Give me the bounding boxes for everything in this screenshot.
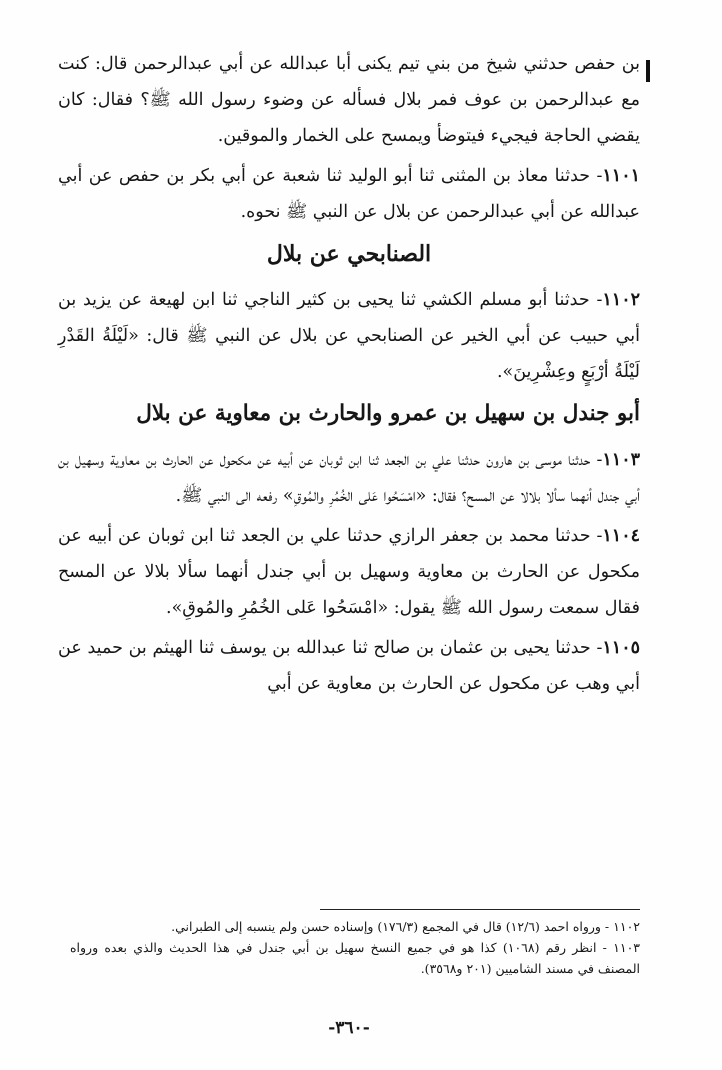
section-heading-abu-jandal: أبو جندل بن سهيل بن عمرو والحارث بن معاوية عن بلال — [136, 401, 640, 426]
footnote-1102: ١١٠٢ - ورواه احمد (١٢/٦) قال في المجمع (١٧٦/٣) وإسناده حسن ولم ينسبه إلى الطبراني. — [171, 919, 640, 934]
hadith-text: - حدثنا محمد بن جعفر الرازي حدثنا علي بن الجعد ثنا ابن ثوبان عن أبيه عن مكحول عن الحارث بن معاوية وسهيل بن أبي جندل أنهما سألا بلالا عن المسح فقال سمعت رسول الله ﷺ يقول: «امْسَحُوا عَلى الخُمُرِ والمُوقِ». — [58, 526, 640, 618]
footnotes — [70, 916, 640, 979]
page-number: -٣٦٠- — [328, 1018, 370, 1038]
paragraph-text: بن حفص حدثني شيخ من بني تيم يكنى أبا عبدالله عن أبي عبدالرحمن قال: كنت مع عبدالرحمن بن عوف فمر بلال فسأله عن وضوء رسول الله ﷺ؟ فقال: كان يقضي الحاجة فيجيء فيتوضأ ويمسح على الخمار والموقين. — [58, 54, 640, 146]
hadith-1103 — [58, 442, 640, 514]
hadith-number: ١١٠٣ — [602, 450, 640, 470]
footnote-1103: ١١٠٣ - انظر رقم (١٠٦٨) كذا هو في جميع النسخ سهيل بن أبي جندل في هذا الحديث والذي بعده ورواه المصنف في مسند الشاميين (٢٠١ و٣٥٦٨). — [70, 940, 640, 976]
hadith-1101 — [58, 158, 640, 230]
hadith-text: - حدثنا معاذ بن المثنى ثنا أبو الوليد ثنا شعبة عن أبي بكر بن حفص عن أبي عبدالله عن أبي عبدالرحمن عن بلال عن النبي ﷺ نحوه. — [58, 166, 640, 222]
hadith-text: - حدثنا أبو مسلم الكشي ثنا يحيى بن كثير الناجي ثنا ابن لهيعة عن يزيد بن أبي حبيب عن أبي الخير عن الصنابحي عن بلال عن النبي ﷺ قال: «لَيْلَةُ القَدْرِ لَيْلَةُ أرْبَعٍ وعِشْرِينَ». — [58, 290, 640, 382]
hadith-number: ١١٠٤ — [602, 526, 640, 546]
hadith-1105 — [58, 630, 640, 702]
hadith-number: ١١٠٥ — [602, 638, 640, 658]
hadith-1104 — [58, 518, 640, 626]
hadith-text: - حدثنا موسى بن هارون حدثنا علي بن الجعد ثنا ابن ثوبان عن أبيه عن مكحول عن الحارث بن معاوية وسهيل بن أبي جندل أنهما سألا بلالا عن المسح؟ فقال: «امْسَحُوا عَلى الخُمُرِ والمُوقِ» رفعه الى النبي ﷺ. — [58, 450, 640, 506]
hadith-text: - حدثنا يحيى بن عثمان بن صالح ثنا عبدالله بن يوسف ثنا الهيثم بن حميد عن أبي وهب عن مكحول عن الحارث بن معاوية عن أبي — [58, 638, 640, 694]
book-page — [58, 46, 640, 1036]
section-heading-sunabihi: الصنابحي عن بلال — [266, 241, 432, 267]
hadith-number: ١١٠١ — [602, 166, 640, 186]
paragraph-continuation — [58, 46, 640, 154]
footnote-divider — [320, 909, 640, 910]
hadith-number: ١١٠٢ — [602, 290, 640, 310]
hadith-1102 — [58, 282, 640, 390]
page-edge-mark — [646, 60, 650, 82]
